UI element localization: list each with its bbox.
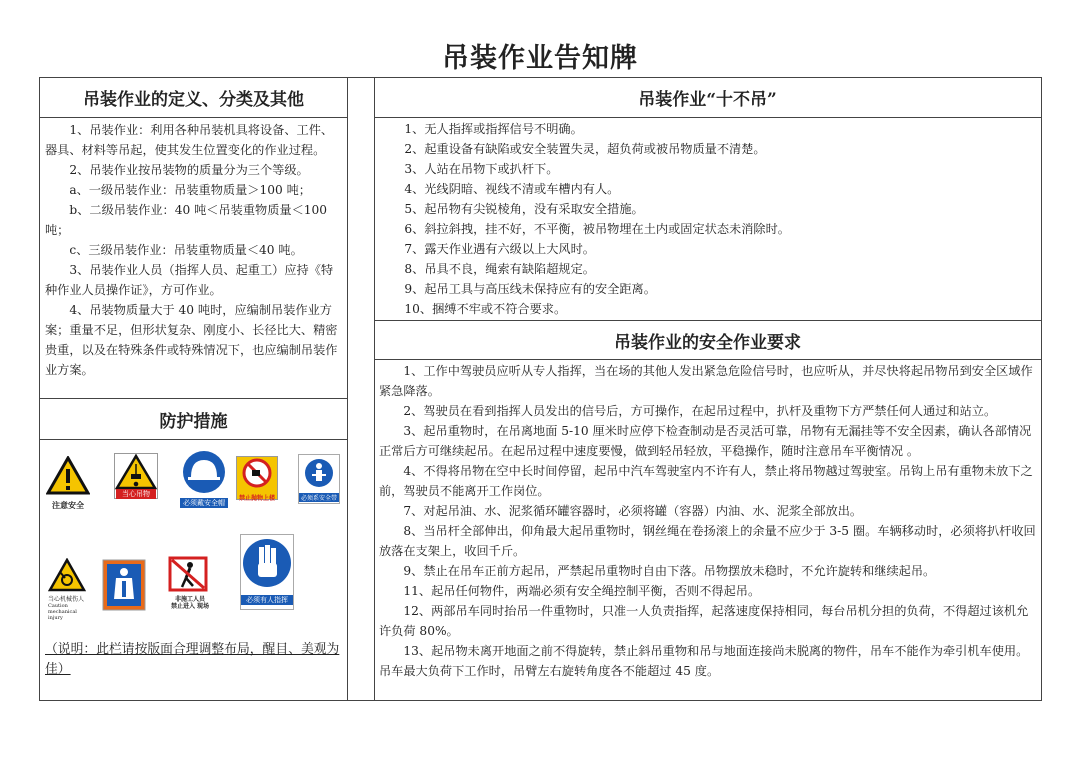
layout-note: （说明：此栏请按版面合理调整布局，醒目、美观为佳） — [45, 642, 340, 677]
sign-no-throwing — [236, 456, 280, 500]
sign-no-throwing-label: 禁止抛物上楼 — [238, 495, 275, 502]
sign-no-entry-line2: 禁止进入 现场 — [170, 603, 210, 610]
caution-triangle-icon — [46, 456, 90, 496]
safety-belt-icon — [299, 455, 339, 489]
safety-requirements-list — [379, 361, 1037, 681]
reqText-item: 4、不得将吊物在空中长时间停留，起吊中汽车驾驶室内不许有人，禁止将吊物越过驾驶室。吊钩上吊有重物未放下之前，驾驶员不能离开工作岗位。 — [379, 464, 1033, 498]
tenText-item: 5、起吊物有尖锐棱角，没有采取安全措施。 — [404, 202, 644, 216]
reqText-item: 13、起吊物未离开地面之前不得旋转，禁止斜吊重物和吊与地面连接尚未脱离的物件，吊车不能作为牵引机车使用。吊车最大负荷下工作时，吊臂左右旋转角度各不能超过 45 度。 — [379, 644, 1029, 678]
reqText-item: 2、驾驶员在看到指挥人员发出的信号后，方可操作，在起吊过程中，扒杆及重物下方严禁任何人通过和站立。 — [403, 404, 997, 418]
sign-caution-label: 注意安全 — [52, 500, 84, 510]
right-column — [374, 78, 1041, 700]
tenText-item: 6、斜拉斜拽，挂不好，不平衡，被吊物埋在土内或固定状态未消除时。 — [404, 222, 790, 236]
sign-protective-clothing — [102, 559, 146, 615]
helmet-mandatory-icon — [180, 450, 228, 494]
left-column — [40, 78, 348, 700]
definition-header: 吊装作业的定义、分类及其他 — [40, 78, 347, 118]
safety-requirements-header: 吊装作业的安全作业要求 — [374, 320, 1041, 360]
notice-board-table — [39, 77, 1042, 701]
sign-machinery — [48, 558, 92, 621]
tenText-item: 9、起吊工具与高压线未保持应有的安全距离。 — [404, 282, 656, 296]
definition-text — [45, 120, 342, 380]
leftText-item: 2、吊装作业按吊装物的质量分为三个等级。 — [69, 163, 309, 177]
sign-overhead-label: 当心吊物 — [116, 489, 156, 499]
sign-command-label: 必须有人指挥 — [241, 595, 293, 605]
sign-machinery-sublabel: Caution mechanical injury — [48, 603, 77, 621]
tenText-item: 2、起重设备有缺陷或安全装置失灵，超负荷或被吊物质量不清楚。 — [404, 142, 766, 156]
ten-no-lift-header: 吊装作业“十不吊” — [374, 78, 1041, 118]
sign-helmet — [180, 450, 228, 508]
reqText-item: 8、当吊杆全部伸出，仰角最大起吊重物时，钢丝绳在卷扬滚上的余量不应少于 3-5 圈。车辆移动时，必须将扒杆收回放落在支架上，收回千斤。 — [379, 524, 1036, 558]
no-throwing-icon — [237, 457, 277, 489]
protection-header: 防护措施 — [40, 398, 347, 440]
sign-no-entry-line1: 非施工人员 — [174, 596, 205, 603]
reqText-item: 1、工作中驾驶员应听从专人指挥，当在场的其他人发出紧急危险信号时，也应听从，并尽快将起吊物吊到安全区域作紧急降落。 — [379, 364, 1033, 398]
tenText-item: 3、人站在吊物下或扒杆下。 — [404, 162, 559, 176]
overhead-load-icon — [115, 454, 157, 490]
reqText-item: 11、起吊任何物件，两端必须有安全绳控制平衡，否则不得起吊。 — [403, 584, 761, 598]
sign-belt-label: 必须系安全带 — [300, 495, 337, 502]
sign-belt — [298, 454, 340, 504]
sign-overhead-load — [114, 453, 158, 499]
no-entry-person-icon — [168, 556, 208, 592]
tenText-item: 7、露天作业遇有六级以上大风时。 — [404, 242, 595, 256]
sign-command — [240, 534, 292, 610]
reqText-item: 7、对起吊油、水、泥浆循环罐容器时，必须将罐（容器）内油、水、泥浆全部放出。 — [403, 504, 863, 518]
spacer-column — [347, 78, 375, 700]
leftText-item: a、一级吊装作业：吊装重物质量＞100 吨； — [69, 183, 311, 197]
leftText-item: b、二级吊装作业：40 吨＜吊装重物质量＜100 吨； — [45, 203, 328, 237]
leftText-item: 3、吊装作业人员（指挥人员、起重工）应持《特种作业人员操作证》，方可作业。 — [45, 263, 334, 297]
tenText-item: 10、捆缚不牢或不符合要求。 — [404, 302, 567, 316]
protective-clothing-icon — [102, 559, 146, 611]
reqText-item: 12、两部吊车同时抬吊一件重物时，只准一人负责指挥，起落速度保持相同，每台吊机分担的负荷，不得超过该机允许负荷 80%。 — [379, 604, 1029, 638]
leftText-item: c、三级吊装作业：吊装重物质量＜40 吨。 — [69, 243, 303, 257]
leftText-item: 4、吊装物质量大于 40 吨时，应编制吊装作业方案；重量不足，但形状复杂、刚度小、长径比大、精密贵重，以及在特殊条件或特殊情况下，也应编制吊装作业方案。 — [45, 303, 338, 377]
sign-no-entry — [168, 556, 212, 610]
machinery-injury-icon — [48, 558, 86, 592]
tenText-item: 8、吊具不良，绳索有缺陷超规定。 — [404, 262, 595, 276]
tenText-item: 4、光线阴暗、视线不清或车槽内有人。 — [404, 182, 620, 196]
sign-caution — [46, 456, 90, 511]
leftText-item: 1、吊装作业：利用各种吊装机具将设备、工件、器具、材料等吊起，使其发生位置变化的作业过程。 — [45, 123, 334, 157]
tenText-item: 1、无人指挥或指挥信号不明确。 — [404, 122, 583, 136]
command-mandatory-icon — [241, 535, 293, 591]
reqText-item: 9、禁止在吊车正前方起吊，严禁起吊重物时自由下落。吊物摆放未稳时，不允许旋转和继续起吊。 — [403, 564, 936, 578]
sign-helmet-label: 必须戴安全帽 — [180, 498, 228, 508]
reqText-item: 3、起吊重物时，在吊离地面 5-10 厘米时应停下检查制动是否灵活可靠，吊物有无漏挂等不安全因素，确认各部情况正常后方可继续起吊。在起吊过程中速度要慢，做到轻吊轻放，平稳操作，随时注意吊车平衡情况 。 — [379, 424, 1032, 458]
page-title: 吊装作业告知牌 — [442, 43, 638, 74]
sign-machinery-label: 当心机械伤人 — [48, 596, 85, 603]
ten-no-lift-list — [380, 119, 1040, 319]
